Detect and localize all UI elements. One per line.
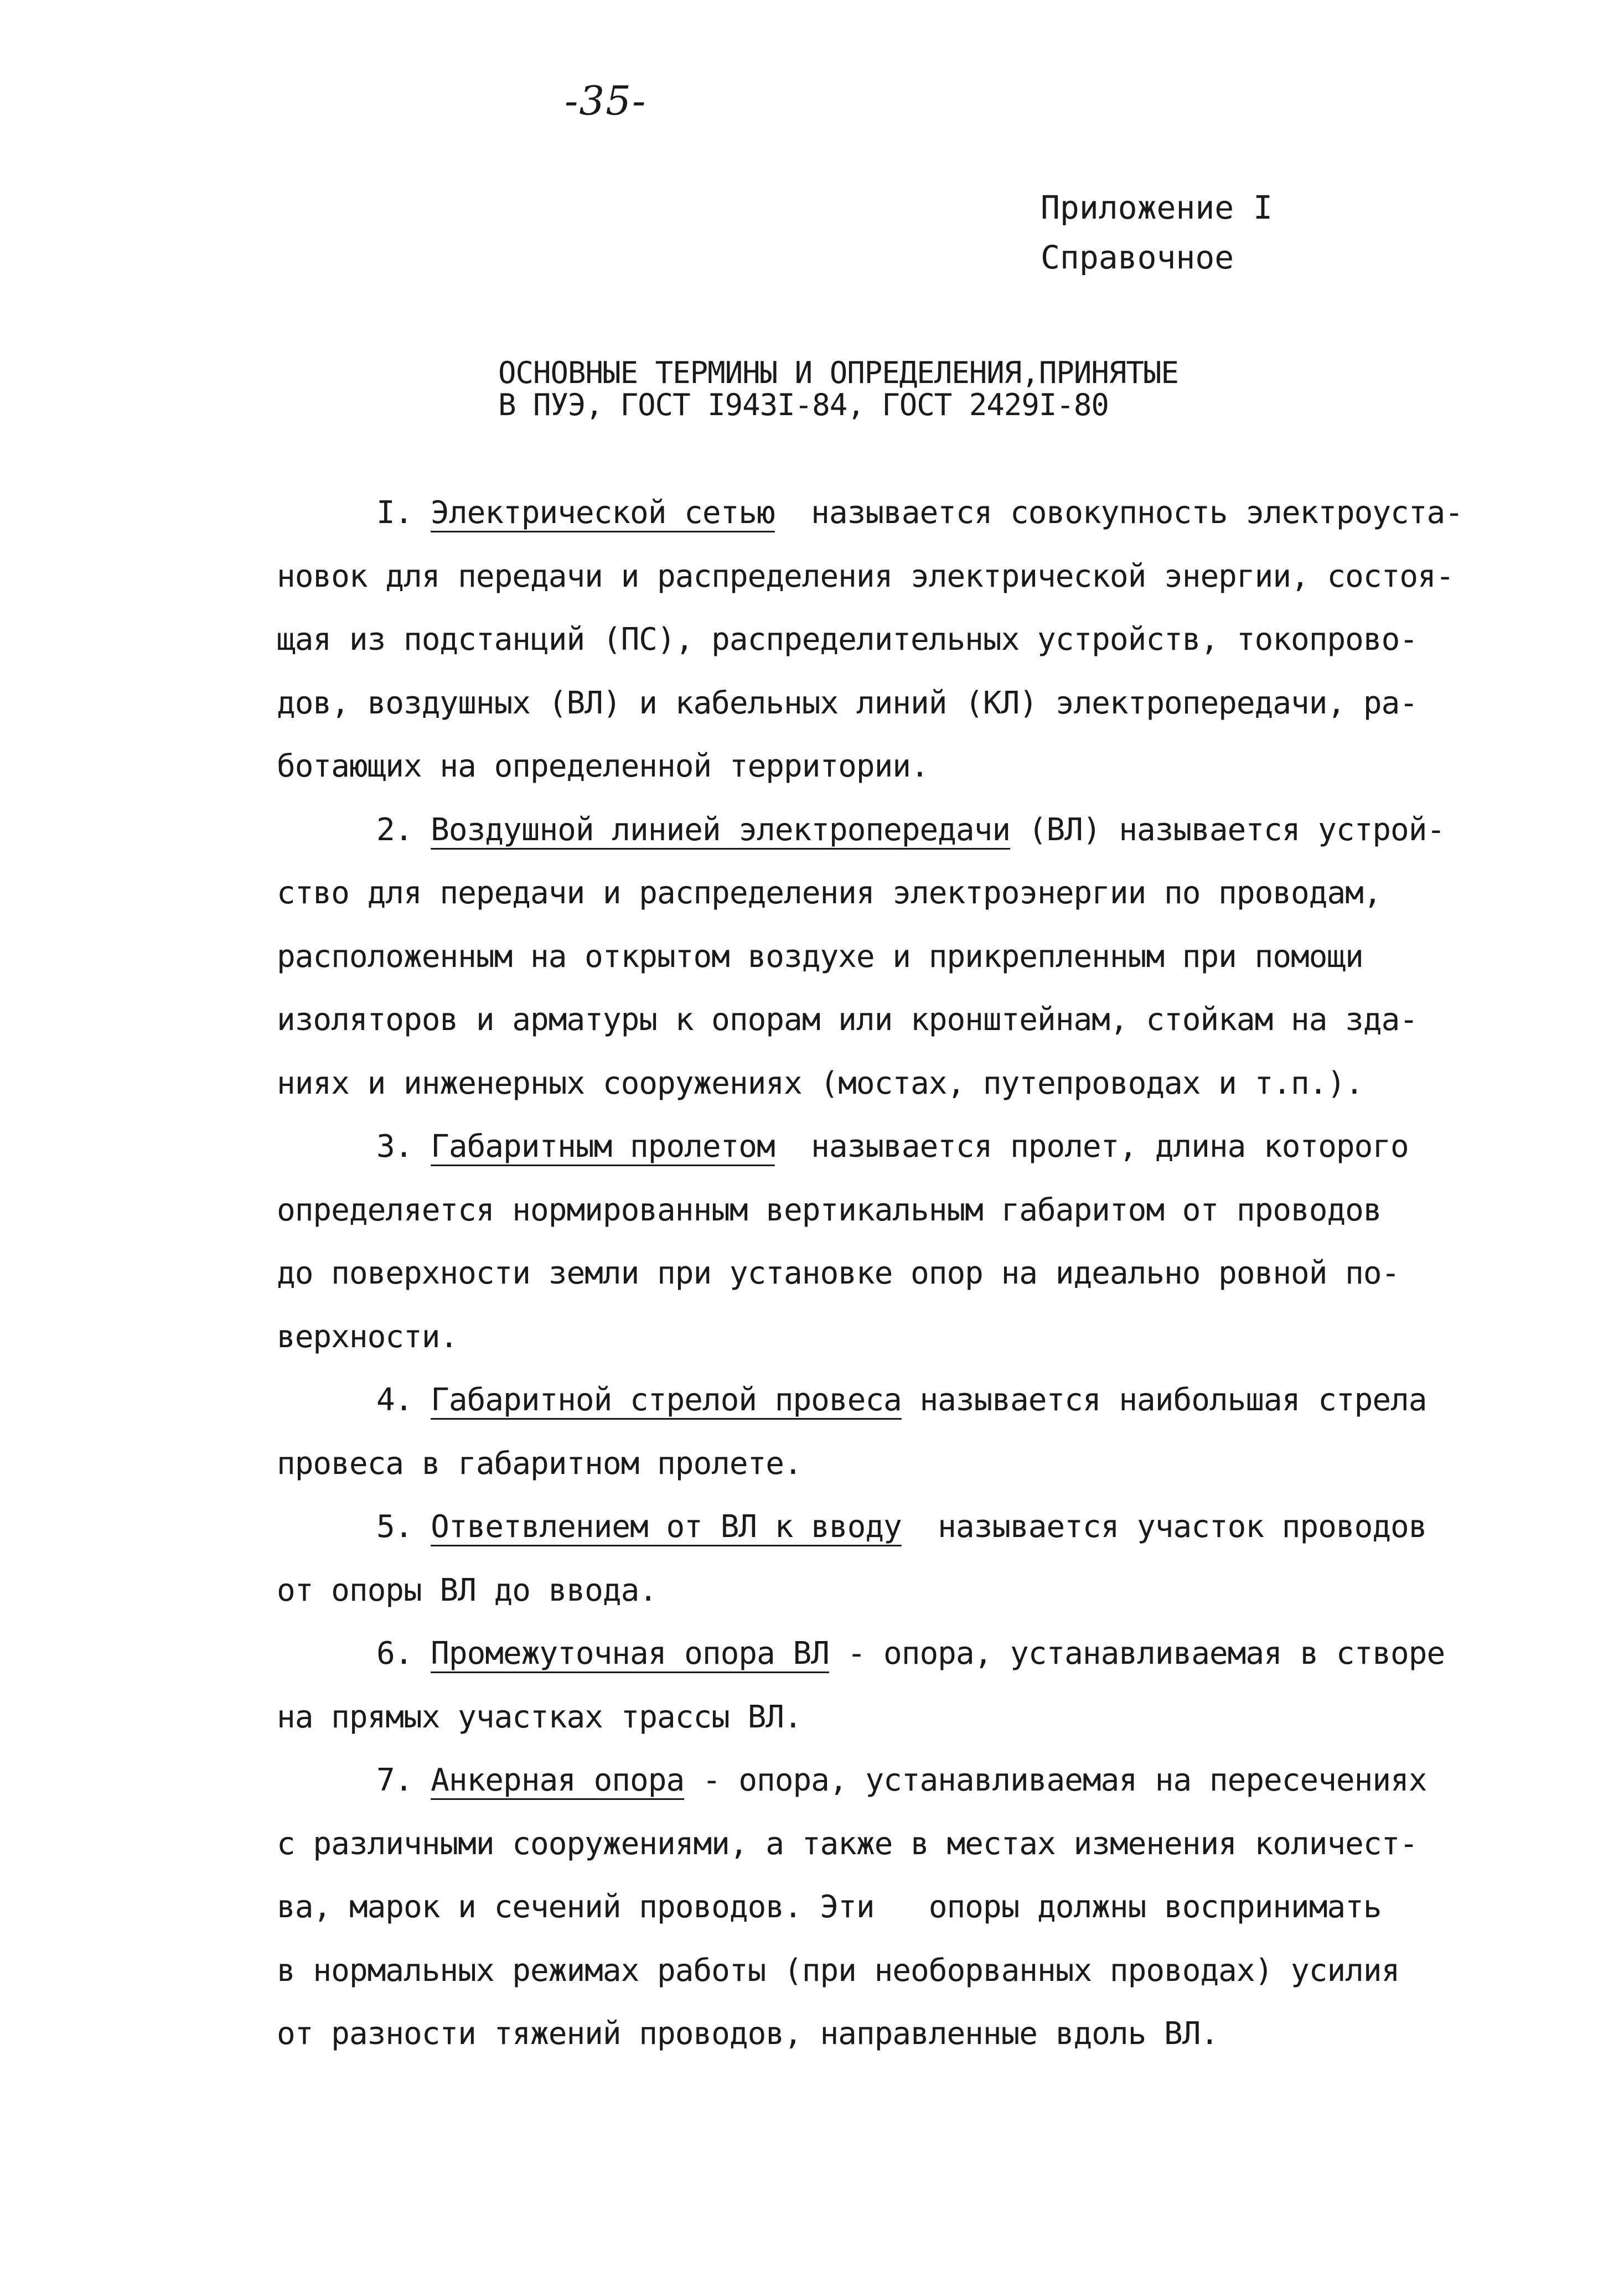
- item-number: I.: [376, 495, 431, 531]
- definition-line: дов, воздушных (ВЛ) и кабельных линий (КЛ) электропередачи, ра-: [277, 685, 1418, 721]
- definition-first-line: [277, 1496, 1572, 1559]
- definition-text: (ВЛ) называется устрой-: [1010, 811, 1445, 848]
- item-number: 6.: [376, 1636, 431, 1672]
- definition-line: ва, марок и сечений проводов. Эти опоры должны воспринимать: [277, 1889, 1382, 1925]
- definition-first-line: [277, 1369, 1572, 1432]
- definition-first-line: [277, 1115, 1572, 1179]
- definition-line: верхности.: [277, 1318, 458, 1355]
- definition-text: называется совокупность электроуста-: [774, 495, 1463, 531]
- defined-term: Габаритным пролетом: [431, 1129, 775, 1165]
- definition-line: от опоры ВЛ до ввода.: [277, 1572, 658, 1608]
- document-title: [498, 357, 1178, 421]
- defined-term: Габаритной стрелой провеса: [431, 1382, 902, 1418]
- definition-item: [277, 1622, 1572, 1749]
- definition-item: [277, 1369, 1572, 1496]
- definition-line: расположенным на открытом воздухе и прикрепленным при помощи: [277, 938, 1363, 975]
- appendix-line-1: Приложение I: [1041, 189, 1273, 226]
- page-number: -35-: [565, 77, 647, 124]
- defined-term: Воздушной линией электропередачи: [431, 811, 1011, 848]
- definition-line: новок для передачи и распределения электрической энергии, состоя-: [277, 558, 1454, 594]
- definition-line: определяется нормированным вертикальным габаритом от проводов: [277, 1192, 1382, 1228]
- definition-first-line: [277, 1622, 1572, 1686]
- definition-first-line: [277, 1749, 1572, 1813]
- defined-term: Электрической сетью: [431, 495, 775, 531]
- definition-line: ниях и инженерных сооружениях (мостах, путепроводах и т.п.).: [277, 1065, 1363, 1101]
- item-number: 3.: [376, 1129, 431, 1165]
- definition-line: до поверхности земли при установке опор на идеально ровной по-: [277, 1255, 1400, 1291]
- item-number: 7.: [376, 1762, 431, 1798]
- definitions-list: [277, 482, 1572, 2066]
- definition-text: называется пролет, длина которого: [774, 1129, 1409, 1165]
- definition-line: изоляторов и арматуры к опорам или кронштейнам, стойкам на зда-: [277, 1002, 1418, 1038]
- item-number: 2.: [376, 811, 431, 848]
- definition-item: [277, 482, 1572, 799]
- defined-term: Ответвлением от ВЛ к вводу: [431, 1509, 902, 1545]
- defined-term: Анкерная опора: [431, 1762, 685, 1798]
- definition-text: называется наибольшая стрела: [901, 1382, 1427, 1418]
- definition-item: [277, 1115, 1572, 1369]
- definition-item: [277, 1496, 1572, 1622]
- definition-text: - опора, устанавливаемая в створе: [829, 1636, 1445, 1672]
- title-line-1: ОСНОВНЫЕ ТЕРМИНЫ И ОПРЕДЕЛЕНИЯ,ПРИНЯТЫЕ: [498, 355, 1178, 390]
- appendix-line-2: Справочное: [1041, 239, 1234, 276]
- defined-term: Промежуточная опора ВЛ: [431, 1636, 829, 1672]
- definition-first-line: [277, 482, 1572, 545]
- definition-item: [277, 799, 1572, 1116]
- definition-first-line: [277, 799, 1572, 862]
- definition-line: на прямых участках трассы ВЛ.: [277, 1699, 802, 1735]
- item-number: 4.: [376, 1382, 431, 1418]
- definition-line: ботающих на определенной территории.: [277, 748, 929, 784]
- definition-line: щая из подстанций (ПС), распределительных устройств, токопрово-: [277, 622, 1418, 658]
- definition-item: [277, 1749, 1572, 2066]
- definition-line: в нормальных режимах работы (при необорванных проводах) усилия: [277, 1952, 1400, 1989]
- definition-line: ство для передачи и распределения электроэнергии по проводам,: [277, 875, 1382, 911]
- definition-text: называется участок проводов: [901, 1509, 1427, 1545]
- definition-text: - опора, устанавливаемая на пересечениях: [684, 1762, 1427, 1798]
- definition-line: с различными сооружениями, а также в местах изменения количест-: [277, 1825, 1418, 1862]
- definition-line: провеса в габаритном пролете.: [277, 1445, 802, 1482]
- definition-line: от разности тяжений проводов, направленные вдоль ВЛ.: [277, 2016, 1219, 2052]
- appendix-label: [1041, 183, 1273, 282]
- title-line-2: В ПУЭ, ГОСТ I943I-84, ГОСТ 2429I-80: [498, 387, 1109, 422]
- item-number: 5.: [376, 1509, 431, 1545]
